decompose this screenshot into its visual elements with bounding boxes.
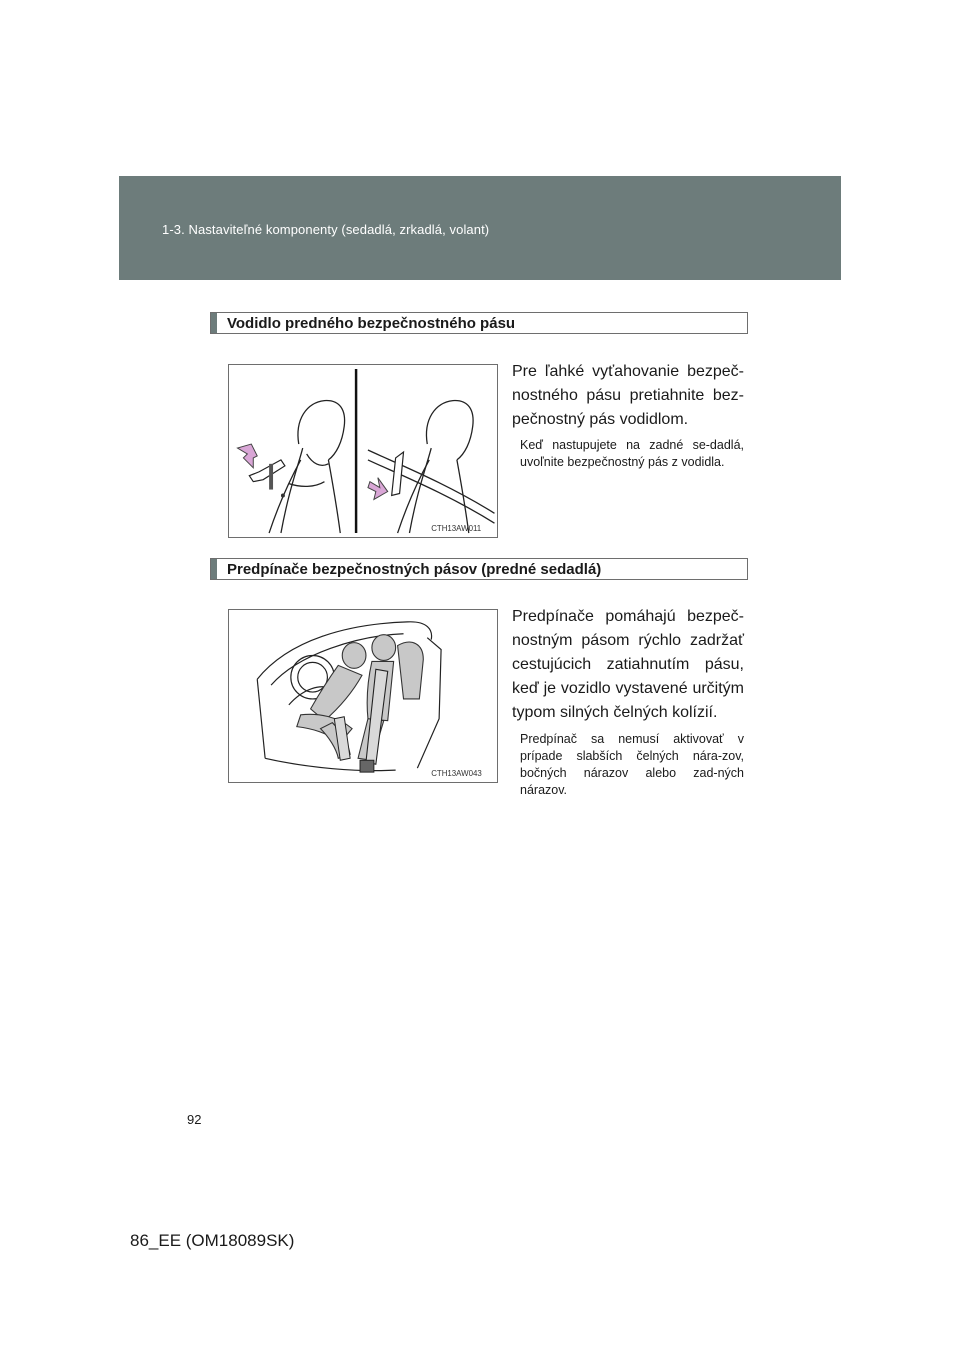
figure-seatbelt-guide xyxy=(228,364,498,538)
section2-note: Predpínač sa nemusí aktivovať v prípade slabších čelných nára-zov, bočných nárazov alebo zad-ných nárazov. xyxy=(520,732,744,797)
section-accent xyxy=(211,313,217,333)
section-title-text: Predpínače bezpečnostných pásov (predné sedadlá) xyxy=(227,561,602,578)
section2-body: Predpínače pomáhajú bezpeč-nostným pásom rýchlo zadržať cestujúcich zatiahnutím pásu, keď je vozidlo vystavené určitým typom silných čelných kolízií. xyxy=(512,608,744,721)
chapter-header xyxy=(119,176,841,280)
manual-code: 86_EE (OM18089SK) xyxy=(130,1231,295,1250)
section-accent xyxy=(211,559,217,579)
pretensioner-illustration xyxy=(229,610,497,782)
figure-code: CTH13AW043 xyxy=(431,769,482,779)
section-title-seatbelt-guide xyxy=(210,312,748,334)
figure-pretensioner xyxy=(228,609,498,783)
section1-note: Keď nastupujete na zadné se-dadlá, uvoľnite bezpečnostný pás z vodidla. xyxy=(520,438,744,469)
section-title-pretensioners xyxy=(210,558,748,580)
breadcrumb: 1-3. Nastaviteľné komponenty (sedadlá, zrkadlá, volant) xyxy=(162,222,490,237)
section-title-text: Vodidlo predného bezpečnostného pásu xyxy=(227,315,516,332)
seatbelt-guide-illustration xyxy=(229,365,497,537)
figure-code: CTH13AW011 xyxy=(431,524,482,534)
page-number: 92 xyxy=(187,1112,202,1127)
section1-body: Pre ľahké vyťahovanie bezpeč-nostného pásu pretiahnite bez-pečnostný pás vodidlom. xyxy=(512,363,744,428)
